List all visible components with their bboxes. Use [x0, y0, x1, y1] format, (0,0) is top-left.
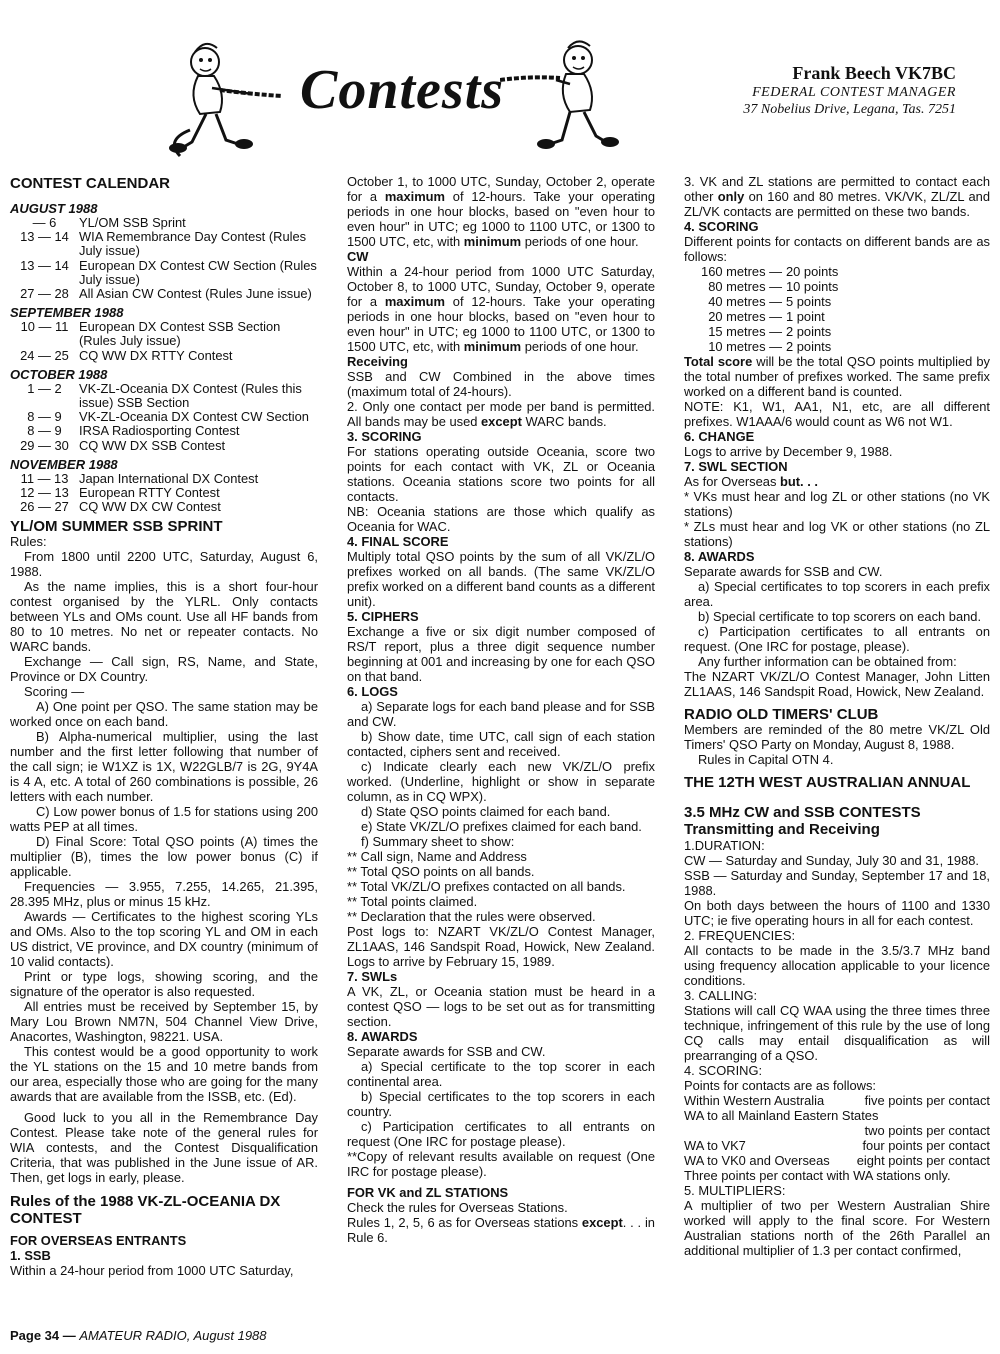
- paragraph: Exchange a five or six digit number composed of RS/T report, plus a three digit sequence number beginning at 001 and increasing by one for each QSO on that band.: [347, 624, 655, 684]
- paragraph: * VKs must hear and log ZL or other stations (no VK stations): [684, 489, 990, 519]
- paragraph: SSB and CW Combined in the above times (maximum total of 24-hours).: [347, 369, 655, 399]
- cw-heading: CW: [347, 249, 369, 264]
- month-heading: SEPTEMBER 1988: [10, 305, 124, 321]
- points-row: 160 metres — 20 points: [701, 264, 839, 279]
- paragraph: Scoring —: [24, 684, 85, 700]
- cartoon-left-icon: [160, 40, 285, 160]
- manager-role: FEDERAL CONTEST MANAGER: [752, 85, 956, 100]
- calendar-row: 10 — 11 European DX Contest SSB Section (Rules July issue): [20, 319, 281, 349]
- paragraph: Three points per contact with WA stations only.: [684, 1168, 951, 1183]
- points-row: 15 metres — 2 points: [708, 324, 832, 339]
- scoring-row: WA to VK7 four points per contact: [684, 1138, 990, 1153]
- paragraph: Points for contacts are as follows:: [684, 1078, 877, 1093]
- final-score-heading: 4. FINAL SCORE: [347, 534, 449, 549]
- list-item: ** Total QSO points on all bands.: [347, 864, 535, 879]
- vkzl-heading: FOR VK and ZL STATIONS: [347, 1185, 509, 1200]
- paragraph: Rules 1, 2, 5, 6 as for Overseas stations except. . . in Rule 6.: [347, 1215, 655, 1245]
- paragraph: Stations will call CQ WAA using the three times three technique, infringement of this rule by the use of long CQ calls may entail disqualification as will prearranging of a QSO.: [684, 1003, 990, 1063]
- calendar-row: 8 — 9 IRSA Radiosporting Contest: [27, 423, 240, 439]
- paragraph: Logs to arrive by December 9, 1988.: [684, 444, 893, 459]
- paragraph: As the name implies, this is a short four-hour contest organised by the YLRL. Only contacts between YLs and OMs count. Use all HF bands from 80 to 10 metres. No net or repeater contacts. No WARC bands.: [10, 579, 318, 655]
- manager-name: Frank Beech VK7BC: [792, 63, 956, 83]
- paragraph: A VK, ZL, or Oceania station must be heard in a contest QSO — logs to be set out as for transmitting section.: [347, 984, 655, 1029]
- list-item: ** Total points claimed.: [347, 894, 478, 909]
- wa-heading: THE 12TH WEST AUSTRALIAN ANNUAL: [684, 774, 971, 791]
- receiving-heading: Receiving: [347, 354, 408, 369]
- paragraph: All contacts to be made in the 3.5/3.7 MHz band using frequency allocation applicable to your licence conditions.: [684, 943, 990, 988]
- month-heading: NOVEMBER 1988: [10, 456, 118, 472]
- paragraph: Any further information can be obtained from:: [698, 654, 957, 669]
- calendar-heading: CONTEST CALENDAR: [10, 175, 170, 192]
- paragraph: A) One point per QSO. The same station may be worked once on each band.: [10, 699, 318, 730]
- paragraph: 5. MULTIPLIERS:: [684, 1183, 786, 1198]
- calendar-row: 27 — 28 All Asian CW Contest (Rules June issue): [20, 286, 312, 302]
- paragraph: e) State VK/ZL/O prefixes claimed for each band.: [361, 819, 642, 834]
- points-row: 20 metres — 1 point: [708, 309, 825, 324]
- ssb-heading: 1. SSB: [10, 1248, 51, 1264]
- calendar-row: — 6 YL/OM SSB Sprint: [32, 215, 186, 230]
- scoring-row: WA to all Mainland Eastern States: [684, 1108, 879, 1123]
- calendar-row: 29 — 30 CQ WW DX SSB Contest: [20, 437, 226, 453]
- list-item: ** Total VK/ZL/O prefixes contacted on all bands.: [347, 879, 626, 894]
- paragraph: Multiply total QSO points by the sum of all VK/ZL/O prefixes worked on all bands. (The same VK/ZL/O prefix worked on a different band counts as a different unit).: [347, 549, 655, 609]
- oldtimers-heading: RADIO OLD TIMERS' CLUB: [684, 706, 879, 723]
- paragraph: **Copy of relevant results available on request (One IRC for postage please).: [347, 1149, 655, 1179]
- page-footer: [10, 1328, 267, 1343]
- paragraph: Awards — Certificates to the highest scoring YLs and OMs. Also to the top scoring YL and OM in each US district, VE province, and DX country (minimum of 10 valid contacts).: [10, 909, 318, 970]
- paragraph: 4. SCORING:: [684, 1063, 763, 1078]
- calendar-row: 13 — 14 WIA Remembrance Day Contest (Rules July issue): [20, 229, 307, 259]
- page-title: Contests: [300, 59, 505, 121]
- paragraph: CW — Saturday and Sunday, July 30 and 31, 1988.: [684, 853, 979, 868]
- paragraph: Post logs to: NZART VK/ZL/O Contest Manager, ZL1AAS, 146 Sandspit Road, Howick, New Zealand. Logs to arrive by February 15, 1989.: [347, 924, 655, 969]
- paragraph: From 1800 until 2200 UTC, Saturday, August 6, 1988.: [10, 549, 318, 580]
- awards-heading: 8. AWARDS: [684, 549, 755, 564]
- page-header: [0, 0, 1000, 165]
- paragraph: As for Overseas but. . .: [684, 474, 818, 489]
- scoring-row: Within Western Australia five points per contact: [684, 1093, 990, 1108]
- points-row: 10 metres — 2 points: [708, 339, 832, 354]
- scoring-row: two points per contact: [864, 1123, 990, 1138]
- scoring-heading: 3. SCORING: [347, 429, 422, 444]
- paragraph: f) Summary sheet to show:: [361, 834, 515, 849]
- swl-section-heading: 7. SWL SECTION: [684, 459, 788, 474]
- paragraph: On both days between the hours of 1100 and 1330 UTC; ie five operating hours in all for each contest.: [684, 898, 990, 928]
- column-1: [10, 174, 318, 1278]
- paragraph: d) State QSO points claimed for each band.: [361, 804, 611, 819]
- calendar-row: 13 — 14 European DX Contest CW Section (Rules July issue): [20, 257, 317, 287]
- awards-heading: 8. AWARDS: [347, 1029, 418, 1044]
- paragraph: 2. FREQUENCIES:: [684, 928, 796, 943]
- paragraph: a) Special certificates to top scorers in each prefix area.: [684, 579, 990, 609]
- calendar-row: 1 — 2 VK-ZL-Oceania DX Contest (Rules this issue) SSB Section: [27, 380, 302, 411]
- paragraph: b) Special certificates to the top scorers in each country.: [347, 1089, 655, 1119]
- paragraph: Within a 24-hour period from 1000 UTC Saturday,: [10, 1263, 294, 1279]
- paragraph: D) Final Score: Total QSO points (A) times the multiplier (B), times the low power bonus (C) if applicable.: [10, 834, 318, 880]
- paragraph: A multiplier of two per Western Australian Shire worked will apply to the final score. For Western Australian stations north of the 26th Parallel an additional multiplier of 1.3 per contact confirmed,: [684, 1198, 990, 1258]
- paragraph: Within a 24-hour period from 1000 UTC Saturday, October 8, to 1000 UTC, Sunday, October 9, operate for a maximum of 12-hours. Take your operating periods in one hour blocks, based on "even hour to even hour" in UTC; eg 1000 to 1100 UTC, or 1300 to 1500 UTC, etc, with minimum periods of one hour.: [347, 264, 655, 354]
- paragraph: Good luck to you all in the Remembrance Day Contest. Please take note of the general rules for WIA contests, and the Contest Disqualification Criteria, that was published in the June issue of AR. Then, get logs in early, please.: [10, 1110, 318, 1186]
- paragraph: Rules in Capital OTN 4.: [698, 752, 834, 767]
- paragraph: For stations operating outside Oceania, score two points for each contact with VK, ZL or Oceania stations. Oceania stations score two points for all contacts.: [347, 444, 655, 504]
- list-item: ** Call sign, Name and Address: [347, 849, 527, 864]
- points-row: 40 metres — 5 points: [708, 294, 832, 309]
- paragraph: This contest would be a good opportunity to work the YL stations on the 15 and 10 metre bands from our area, especially those who are going for the many awards that are available from the ISSB, etc. (Ed).: [10, 1044, 318, 1105]
- points-row: 80 metres — 10 points: [708, 279, 839, 294]
- paragraph: b) Show date, time UTC, call sign of each station contacted, ciphers sent and received.: [347, 729, 655, 759]
- paragraph: Exchange — Call sign, RS, Name, and State, Province or DX Country.: [10, 654, 318, 685]
- column-3: [684, 174, 990, 1258]
- overseas-heading: FOR OVERSEAS ENTRANTS: [10, 1233, 187, 1249]
- list-item: ** Declaration that the rules were observed.: [347, 909, 596, 924]
- paragraph: Separate awards for SSB and CW.: [347, 1044, 546, 1059]
- manager-block: [743, 63, 956, 118]
- paragraph: C) Low power bonus of 1.5 for stations using 200 watts PEP at all times.: [10, 804, 318, 835]
- paragraph: Check the rules for Overseas Stations.: [347, 1200, 568, 1215]
- wa-subheading: 3.5 MHz CW and SSB CONTESTS: [684, 804, 921, 821]
- ciphers-heading: 5. CIPHERS: [347, 609, 419, 624]
- paragraph: Separate awards for SSB and CW.: [684, 564, 883, 579]
- column-2: [347, 174, 655, 1245]
- paragraph: 1.DURATION:: [684, 838, 765, 853]
- paragraph: * ZLs must hear and log VK or other stations (no ZL stations): [684, 519, 990, 549]
- paragraph: a) Special certificate to the top scorer in each continental area.: [347, 1059, 655, 1089]
- sprint-heading: YL/OM SUMMER SSB SPRINT: [10, 518, 223, 536]
- paragraph: 2. Only one contact per mode per band is permitted. All bands may be used except WARC bands.: [347, 399, 655, 429]
- paragraph: Frequencies — 3.955, 7.255, 14.265, 21.395, 28.395 MHz, plus or minus 15 kHz.: [10, 879, 318, 910]
- scoring-row: WA to VK0 and Overseas eight points per contact: [684, 1153, 990, 1168]
- paragraph: The NZART VK/ZL/O Contest Manager, John Litten ZL1AAS, 146 Sandspit Road, Howick, New Zealand.: [684, 669, 990, 699]
- paragraph: Different points for contacts on different bands are as follows:: [684, 234, 990, 264]
- paragraph: All entries must be received by September 15, by Mary Lou Brown NM7N, 504 Channel View Drive, Anacortes, Washington, 98221. USA.: [10, 999, 318, 1045]
- manager-address: 37 Nobelius Drive, Legana, Tas. 7251: [743, 102, 956, 117]
- paragraph: Total score will be the total QSO points multiplied by the total number of prefixes worked. The same prefix worked on a different band is counted.: [684, 354, 990, 399]
- paragraph: 3. CALLING:: [684, 988, 758, 1003]
- calendar-row: 8 — 9 VK-ZL-Oceania DX Contest CW Section: [27, 409, 309, 425]
- page-number: Page 34 —: [10, 1328, 76, 1343]
- paragraph: b) Special certificate to top scorers on each band.: [698, 609, 982, 624]
- magazine-name: AMATEUR RADIO, August 1988: [79, 1328, 267, 1343]
- paragraph: a) Separate logs for each band please and for SSB and CW.: [347, 699, 655, 729]
- paragraph: SSB — Saturday and Sunday, September 17 and 18, 1988.: [684, 868, 990, 898]
- wa-subheading: Transmitting and Receiving: [684, 821, 880, 838]
- paragraph: NOTE: K1, W1, AA1, N1, etc, are all different prefixes. W1AAA/6 would count as W6 not W1.: [684, 399, 990, 429]
- paragraph: NB: Oceania stations are those which qualify as Oceania for WAC.: [347, 504, 655, 534]
- cartoon-right-icon: [500, 38, 620, 158]
- paragraph: Print or type logs, showing scoring, and the signature of the operator is also requested.: [10, 969, 318, 1000]
- paragraph: c) Participation certificates to all entrants on request. (One IRC for postage, please).: [684, 624, 990, 654]
- calendar-row: 12 — 13 European RTTY Contest: [20, 485, 220, 501]
- swl-heading: 7. SWLs: [347, 969, 398, 984]
- change-heading: 6. CHANGE: [684, 429, 755, 444]
- logs-heading: 6. LOGS: [347, 684, 398, 699]
- paragraph: Members are reminded of the 80 metre VK/ZL Old Timers' QSO Party on Monday, August 8, 1988.: [684, 722, 990, 752]
- paragraph: c) Participation certificates to all entrants on request (One IRC for postage please).: [347, 1119, 655, 1149]
- month-heading: AUGUST 1988: [10, 201, 98, 216]
- calendar-row: 26 — 27 CQ WW DX CW Contest: [20, 499, 221, 515]
- paragraph: October 1, to 1000 UTC, Sunday, October 2, operate for a maximum of 12-hours. Take your operating periods in one hour blocks, based on "even hour to even hour" in UTC; eg 1000 to 1100 UTC, or 1300 to 1500 UTC, etc, with minimum periods of one hour.: [347, 174, 655, 249]
- paragraph: Rules:: [10, 534, 47, 550]
- paragraph: B) Alpha-numerical multiplier, using the last number and the first letter following that number of the call sign; ie W1XZ is 1X, W22GLB/7 is 2G, 9Y4A is 4 A, etc. A total of 260 combinations is possible, 26 letters with each number.: [10, 729, 318, 805]
- scoring-heading: 4. SCORING: [684, 219, 759, 234]
- oceania-heading: Rules of the 1988 VK-ZL-OCEANIA DX CONTEST: [10, 1193, 281, 1228]
- paragraph: 3. VK and ZL stations are permitted to contact each other only on 160 and 80 metres. VK/VK, ZL/ZL and ZL/VK contacts are permitted on these two bands.: [684, 174, 990, 219]
- calendar-row: 11 — 13 Japan International DX Contest: [20, 470, 259, 486]
- month-heading: OCTOBER 1988: [10, 366, 108, 382]
- calendar-row: 24 — 25 CQ WW DX RTTY Contest: [20, 347, 233, 363]
- paragraph: c) Indicate clearly each new VK/ZL/O prefix worked. (Underline, highlight or show in separate column, as in CQ WPX).: [347, 759, 655, 804]
